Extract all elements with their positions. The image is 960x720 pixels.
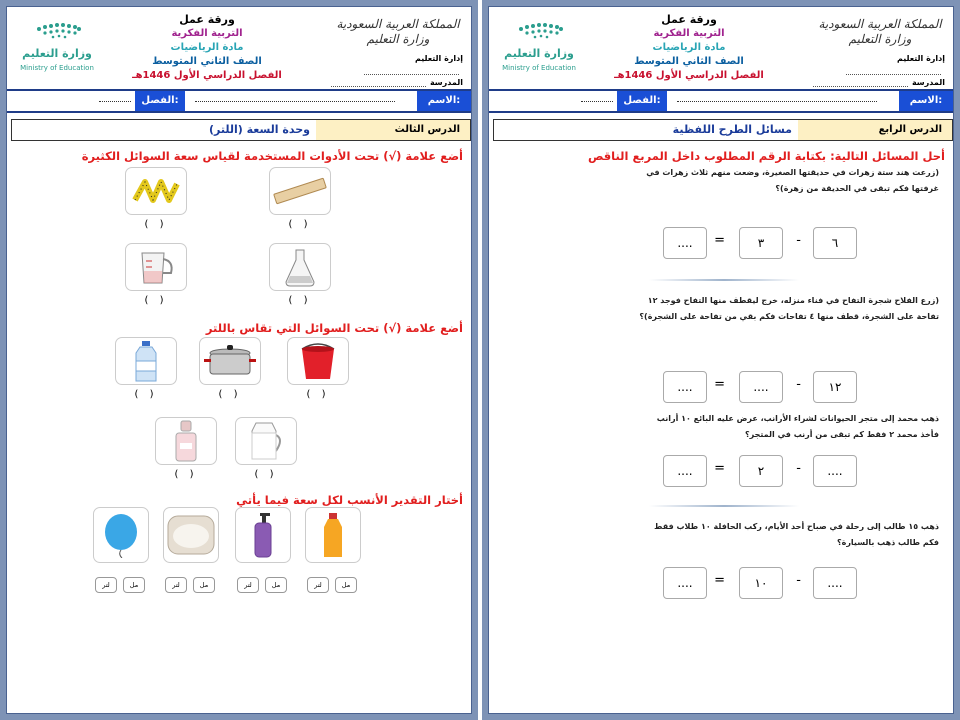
ministry-logo-arabic-right: وزارة التعليم — [504, 47, 574, 60]
subject-line2-right: مادة الرياضيات — [652, 42, 726, 53]
perfume-card — [155, 417, 217, 465]
ministry-logo-english: Ministry of Education — [20, 64, 94, 72]
p1-answer[interactable]: .... — [663, 227, 707, 259]
school-field-right[interactable] — [813, 79, 908, 87]
balloon-card — [93, 507, 149, 563]
grade-right: الصف الثاني المتوسط — [634, 56, 744, 67]
instruction-right: أحل المسائل التالية: بكتابة الرقم المطلوب داخل المربع الناقص — [587, 149, 945, 163]
class-label: الفصل: — [135, 91, 185, 111]
p3-box-b: ٢ — [739, 455, 783, 487]
ruler-icon — [272, 174, 328, 208]
p4-minus: - — [796, 573, 801, 588]
admin-field[interactable] — [364, 67, 459, 75]
header-right — [489, 7, 953, 89]
p2-minus: - — [796, 377, 801, 392]
lesson-unit: وحدة السعة (اللتر) — [208, 123, 310, 136]
p2-box-b[interactable]: .... — [739, 371, 783, 403]
school-field[interactable] — [331, 79, 426, 87]
p2-answer[interactable]: .... — [663, 371, 707, 403]
divider-2 — [649, 505, 799, 507]
worksheet-title-block-right — [599, 13, 779, 83]
answer-tape[interactable]: ( ) — [144, 219, 168, 230]
ministry-logo-arabic: وزارة التعليم — [22, 47, 92, 60]
p1-box-b: ٣ — [739, 227, 783, 259]
water-bottle-icon — [131, 339, 161, 383]
juice-option-l[interactable]: لتر — [307, 577, 329, 593]
answer-cup[interactable]: ( ) — [144, 295, 168, 306]
name-label-right: الاسم: — [899, 91, 953, 111]
school-label-right: المدرسة — [911, 78, 945, 87]
problem-2: (زرع الفلاح شجرة التفاح في فناء منزله، خرج ليقطف منها التفاح فوجد ١٢ تفاحة على الشجرة، قطف منها ٤ تفاحات فكم بقي من تفاحة على الشجرة)؟ — [639, 296, 939, 321]
answer-perfume[interactable]: ( ) — [174, 469, 198, 480]
bathtub-card — [163, 507, 219, 563]
milk-jug-icon — [246, 419, 286, 463]
problem-3: ذهب محمد إلى متجر الحيوانات لشراء الأرانب، عرض عليه البائع ١٠ أرانب فأخذ محمد ٢ فقط كم تبقى من أرنب في المتجر؟ — [656, 414, 939, 439]
grade: الصف الثاني المتوسط — [152, 56, 262, 67]
worksheet-title: ورقة عمل — [179, 13, 235, 26]
worksheet-left-inner — [6, 6, 472, 714]
soap-pump-icon — [248, 511, 278, 559]
worksheet-left — [0, 0, 478, 720]
p4-box-a[interactable]: .... — [813, 567, 857, 599]
juice-bottle-card — [305, 507, 361, 563]
lesson-unit-right: مسائل الطرح اللفظية — [672, 123, 792, 136]
kingdom-emblem-text-right — [815, 17, 945, 51]
measuring-cup-icon — [134, 247, 178, 287]
bucket-icon — [298, 341, 338, 381]
soap-option-l[interactable]: لتر — [237, 577, 259, 593]
answer-pot[interactable]: ( ) — [218, 389, 242, 400]
p1-box-a: ٦ — [813, 227, 857, 259]
class-label-right: الفصل: — [617, 91, 667, 111]
lesson-header-right — [493, 119, 953, 141]
term: الفصل الدراسي الأول 1446هـ — [132, 70, 282, 81]
p3-answer[interactable]: .... — [663, 455, 707, 487]
question-2: أضع علامة (√) تحت السوائل التي تقاس باللتر — [205, 321, 463, 335]
p3-box-a[interactable]: .... — [813, 455, 857, 487]
flask-icon — [280, 246, 320, 288]
name-field-right[interactable] — [677, 101, 877, 102]
term-right: الفصل الدراسي الأول 1446هـ — [614, 70, 764, 81]
worksheet-title-right: ورقة عمل — [661, 13, 717, 26]
worksheet-right — [482, 0, 960, 720]
admin-label-right: إدارة التعليم — [896, 54, 945, 63]
class-field-right[interactable] — [581, 101, 613, 102]
p1-equals: = — [714, 233, 725, 248]
bathtub-icon — [166, 512, 216, 558]
balloon-option-l[interactable]: لتر — [95, 577, 117, 593]
balloon-icon — [100, 512, 142, 558]
cooking-pot-icon — [203, 341, 257, 381]
answer-bucket[interactable]: ( ) — [306, 389, 330, 400]
lesson-number: الدرس الثالث — [316, 120, 470, 140]
p1-minus: - — [796, 233, 801, 248]
p4-equals: = — [714, 573, 725, 588]
soap-option-ml[interactable]: مل — [265, 577, 287, 593]
answer-bottle[interactable]: ( ) — [134, 389, 158, 400]
question-3: أختار التقدير الأنسب لكل سعة فيما يأتي — [236, 493, 463, 507]
ministry-name-right: وزارة التعليم — [848, 32, 912, 46]
ministry-logo-english-right: Ministry of Education — [502, 64, 576, 72]
class-field[interactable] — [99, 101, 131, 102]
juice-bottle-icon — [319, 511, 347, 559]
answer-milk[interactable]: ( ) — [254, 469, 278, 480]
milk-jug-card — [235, 417, 297, 465]
ministry-name: وزارة التعليم — [366, 32, 430, 46]
school-label: المدرسة — [429, 78, 463, 87]
juice-option-ml[interactable]: مل — [335, 577, 357, 593]
lesson-number-right: الدرس الرابع — [798, 120, 952, 140]
problem-1: (زرعت هند ستة زهرات في حديقتها الصغيرة، وضعت منهم ثلاث زهرات في غرفتها فكم تبقى في الحديقة من زهرة)؟ — [646, 168, 939, 193]
name-bar-right — [489, 89, 953, 113]
tape-measure-icon — [131, 174, 181, 208]
balloon-option-ml[interactable]: مل — [123, 577, 145, 593]
ruler-card — [269, 167, 331, 215]
soap-pump-card — [235, 507, 291, 563]
name-field[interactable] — [195, 101, 395, 102]
kingdom-name: المملكة العربية السعودية — [336, 17, 460, 31]
water-bottle-card — [115, 337, 177, 385]
admin-fields-right — [800, 53, 945, 89]
divider-1 — [649, 279, 799, 281]
pot-card — [199, 337, 261, 385]
p4-answer[interactable]: .... — [663, 567, 707, 599]
p3-equals: = — [714, 461, 725, 476]
ministry-logo-icon — [35, 21, 83, 43]
ministry-logo-right — [499, 21, 579, 81]
bathtub-option-l[interactable]: لتر — [165, 577, 187, 593]
admin-field-right[interactable] — [846, 67, 941, 75]
bathtub-option-ml[interactable]: مل — [193, 577, 215, 593]
ministry-logo — [17, 21, 97, 81]
flask-card — [269, 243, 331, 291]
kingdom-name-right: المملكة العربية السعودية — [818, 17, 942, 31]
question-1: أضع علامة (√) تحت الأدوات المستخدمة لقياس سعة السوائل الكثيرة — [81, 149, 463, 163]
worksheet-right-inner — [488, 6, 954, 714]
name-bar — [7, 89, 471, 113]
kingdom-emblem-text — [333, 17, 463, 51]
problem-4: ذهب ١٥ طالب إلى رحلة في صباح أحد الأيام، ركب الحافلة ١٠ طلاب فقط فكم طالب ذهب بالسيارة؟ — [654, 522, 939, 547]
answer-flask[interactable]: ( ) — [288, 295, 312, 306]
bucket-card — [287, 337, 349, 385]
measuring-cup-card — [125, 243, 187, 291]
admin-label: إدارة التعليم — [414, 54, 463, 63]
ministry-logo-icon-right — [517, 21, 565, 43]
perfume-bottle-icon — [171, 419, 201, 463]
subject-line2: مادة الرياضيات — [170, 42, 244, 53]
subject-line1-right: التربية الفكرية — [653, 28, 725, 39]
p2-equals: = — [714, 377, 725, 392]
admin-fields — [318, 53, 463, 89]
tape-measure-card — [125, 167, 187, 215]
worksheet-title-block — [117, 13, 297, 83]
header — [7, 7, 471, 89]
name-label: الاسم: — [417, 91, 471, 111]
lesson-header — [11, 119, 471, 141]
subject-line1: التربية الفكرية — [171, 28, 243, 39]
answer-ruler[interactable]: ( ) — [288, 219, 312, 230]
p2-box-a: ١٢ — [813, 371, 857, 403]
p4-box-b: ١٠ — [739, 567, 783, 599]
p3-minus: - — [796, 461, 801, 476]
